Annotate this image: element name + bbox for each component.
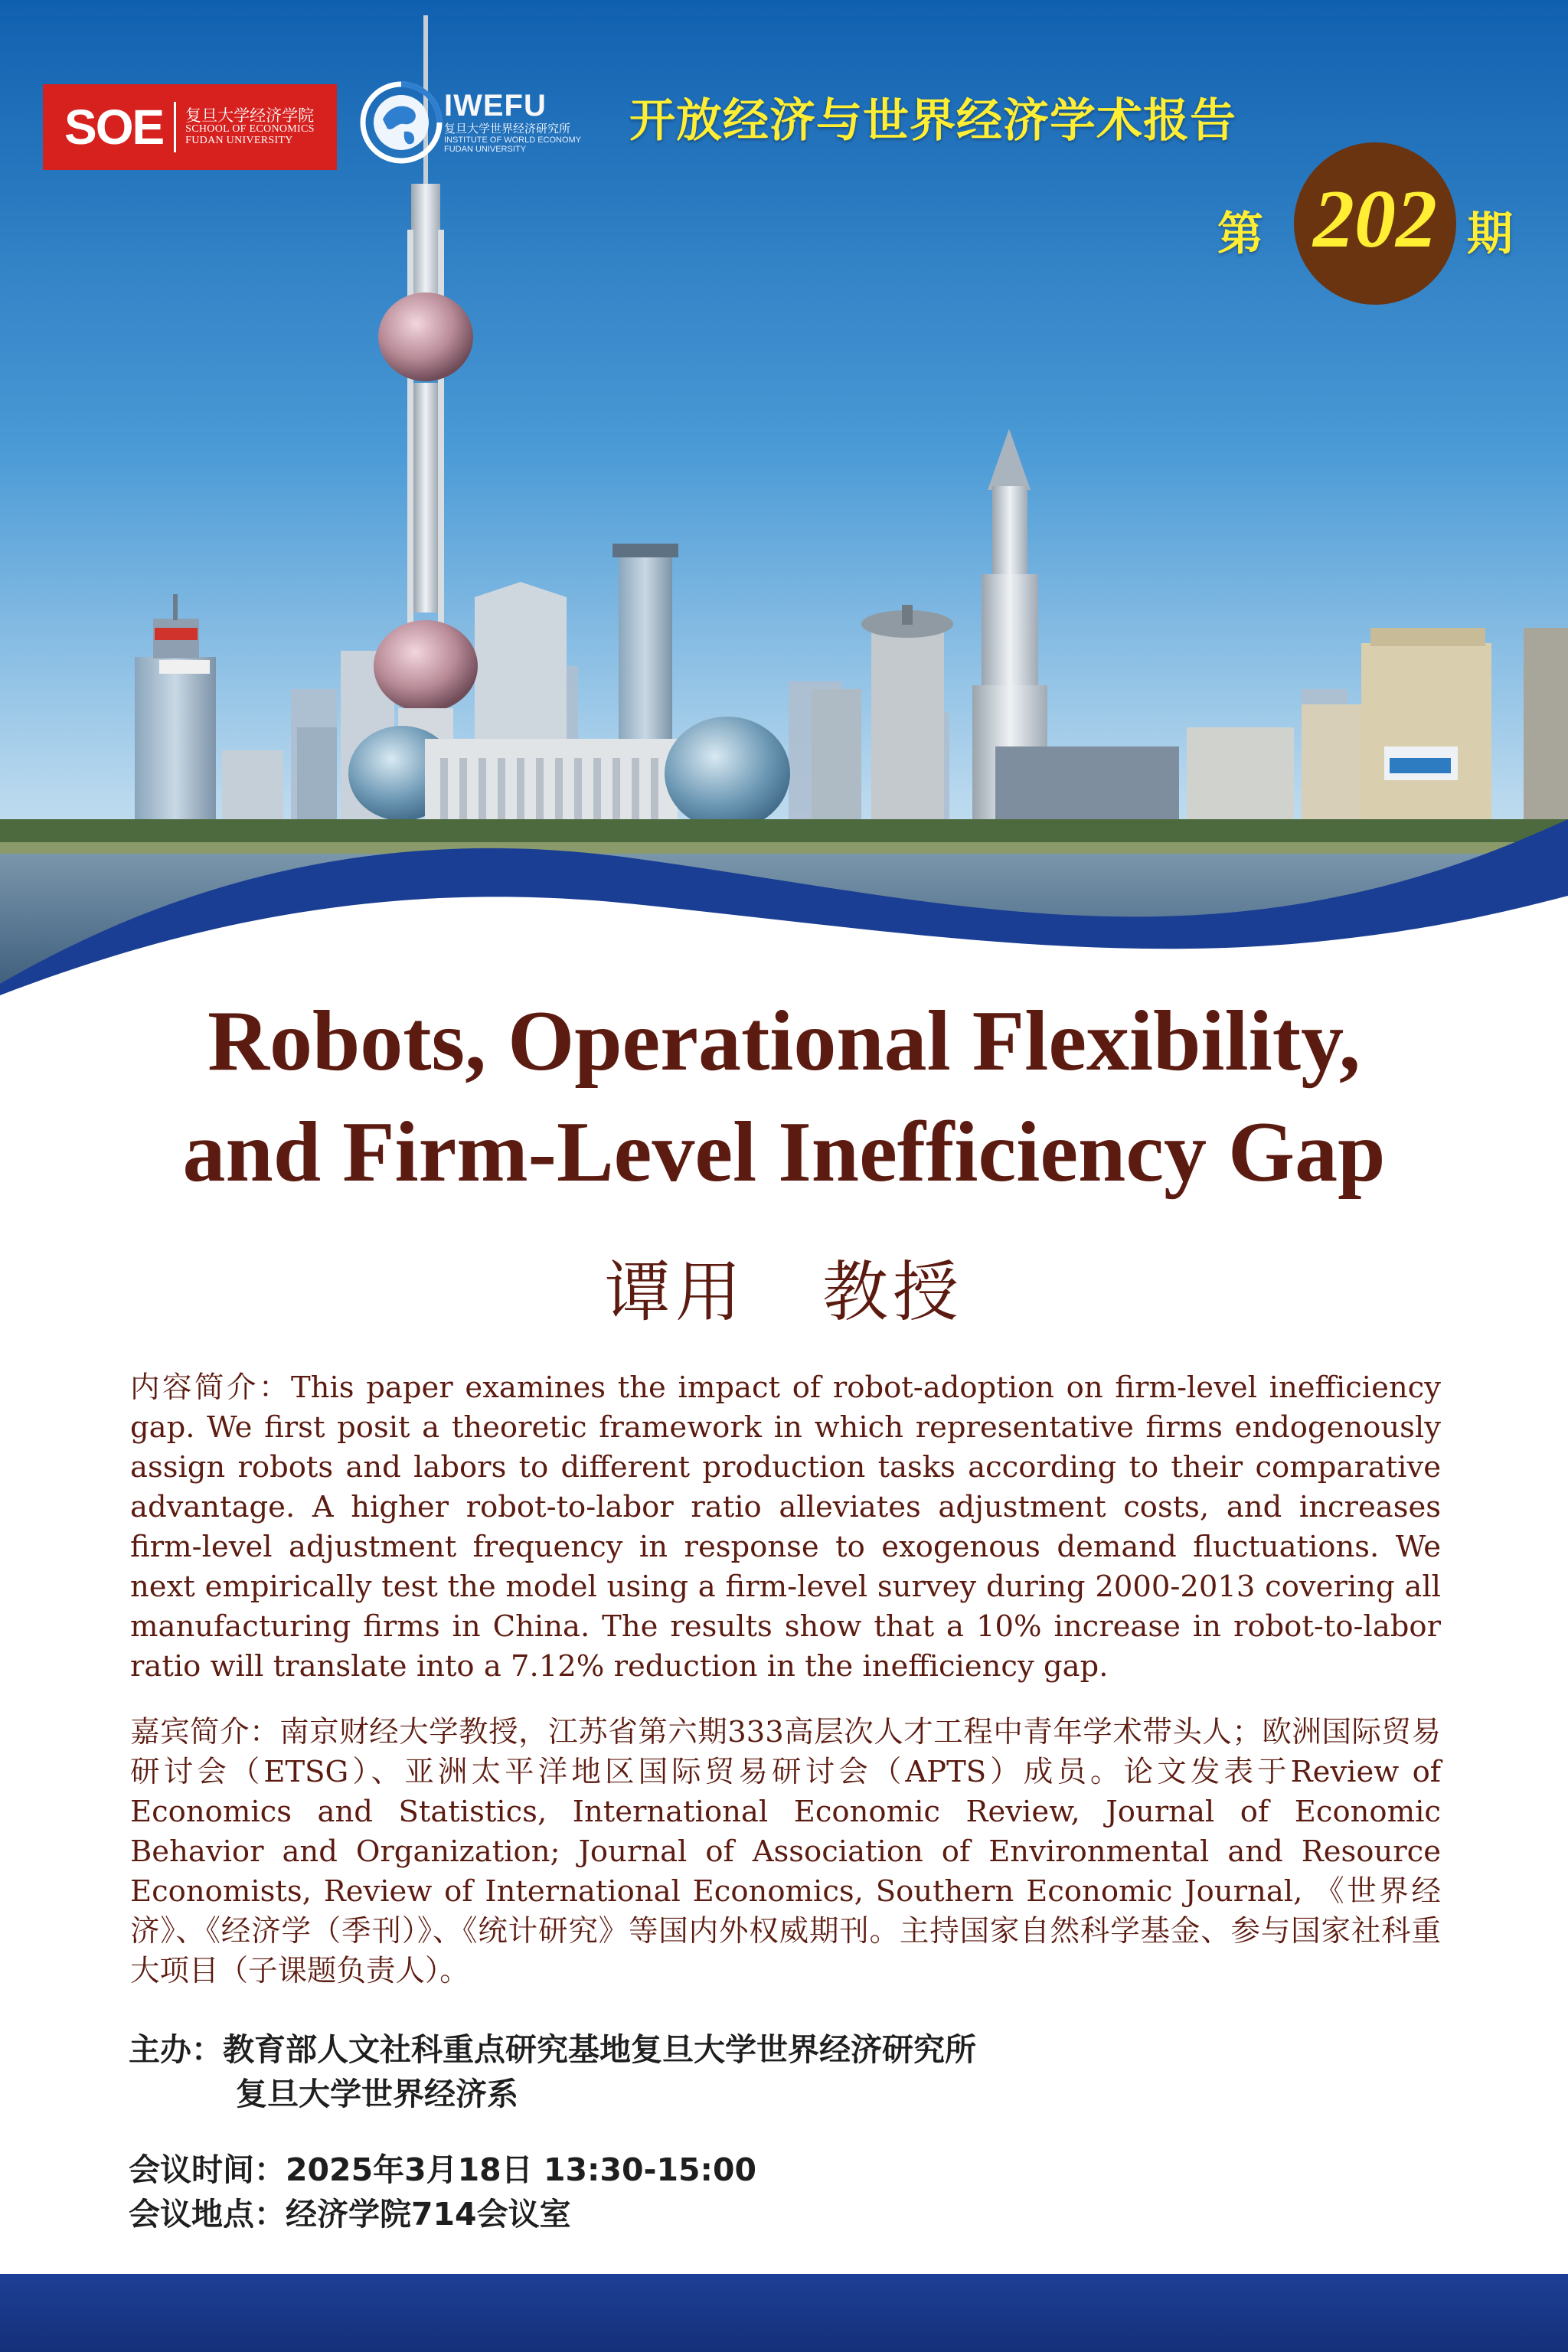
header-banner [0,0,1568,995]
soe-logo [43,84,337,170]
abstract-paragraph [130,1368,1441,1687]
soe-logo-line3: FUDAN UNIVERSITY [185,135,293,147]
meeting-time-label: 会议时间： [129,2151,286,2188]
series-title: 开放经济与世界经济学术报告 [629,94,1236,148]
hosts-line1: 教育部人文社科重点研究基地复旦大学世界经济研究所 [223,2031,976,2068]
soe-logo-text [185,107,315,146]
iwefu-logo-text [444,89,581,154]
talk-title-line1: Robots, Operational Flexibility, [207,994,1361,1089]
speaker-role: 教授 [822,1254,963,1331]
iwefu-logo-line1: 复旦大学世界经济研究所 [444,122,571,136]
meeting-time-row [129,2148,756,2192]
footer-band [0,2274,1568,2352]
abstract-label: 内容简介： [130,1370,291,1405]
soe-logo-line2: SCHOOL OF ECONOMICS [185,123,315,136]
meeting-place-label: 会议地点： [129,2196,286,2233]
issue-badge [1294,142,1456,305]
hosts-line2: 复旦大学世界经济系 [236,2076,518,2112]
issue-number: 202 [1313,174,1437,265]
talk-title-line2: and Firm-Level Inefficiency Gap [182,1105,1386,1200]
speaker [0,1239,1568,1334]
iwefu-logo [358,75,588,172]
soe-logo-mark: SOE [64,100,164,155]
talk-title [0,986,1568,1208]
speaker-name: 谭用 [605,1254,746,1331]
globe-emblem-icon [358,75,443,172]
iwefu-logo-line3: FUDAN UNIVERSITY [444,144,526,154]
hosts-row1 [129,2027,976,2072]
hosts-block [129,2027,976,2116]
abstract-text: This paper examines the impact of robot-adoption on firm-level inefficiency gap. We first posit a theoretic framework in which representative firms endogenously assign robots and labors to different production tasks according to their comparative advantage. A higher robot-to-labor ratio alleviates adjustment costs, and increases firm-level adjustment frequency in response to exogenous demand fluctuations. We next empirically test the model using a firm-level survey during 2000-2013 covering all manufacturing firms in China. The results show that a 10% increase in robot-to-labor ratio will translate into a 7.12% reduction in the inefficiency gap. [130,1370,1441,1684]
bio-paragraph [130,1713,1441,1991]
soe-logo-divider [174,102,176,152]
bio-text: 南京财经大学教授，江苏省第六期333高层次人才工程中青年学术带头人；欧洲国际贸易研讨会（ETSG）、亚洲太平洋地区国际贸易研讨会（APTS）成员。论文发表于Review of Economics and Statistics, International Economic Review, Journal of Economic Behavior and Organization; Journal of Association of Environmental and Resource Economists, Review of International Economics, Southern Economic Journal, 《世界经济》、《经济学（季刊）》、《统计研究》等国内外权威期刊。主持国家自然科学基金、参与国家社科重大项目（子课题负责人）。 [130,1715,1441,1988]
meeting-time-value: 2025年3月18日 13:30-15:00 [286,2151,756,2188]
issue-prefix: 第 [1217,207,1263,261]
iwefu-logo-line2: INSTITUTE OF WORLD ECONOMY [444,135,582,145]
soe-logo-line1: 复旦大学经济学院 [185,106,315,126]
bio-label: 嘉宾简介： [130,1715,280,1749]
iwefu-logo-mark: IWEFU [444,89,547,122]
meeting-info [129,2148,756,2236]
meeting-place-row [129,2192,756,2236]
issue-suffix: 期 [1467,207,1513,261]
hosts-label: 主办： [129,2031,223,2068]
meeting-place-value: 经济学院714会议室 [286,2196,571,2233]
issue-indicator [1217,142,1539,303]
